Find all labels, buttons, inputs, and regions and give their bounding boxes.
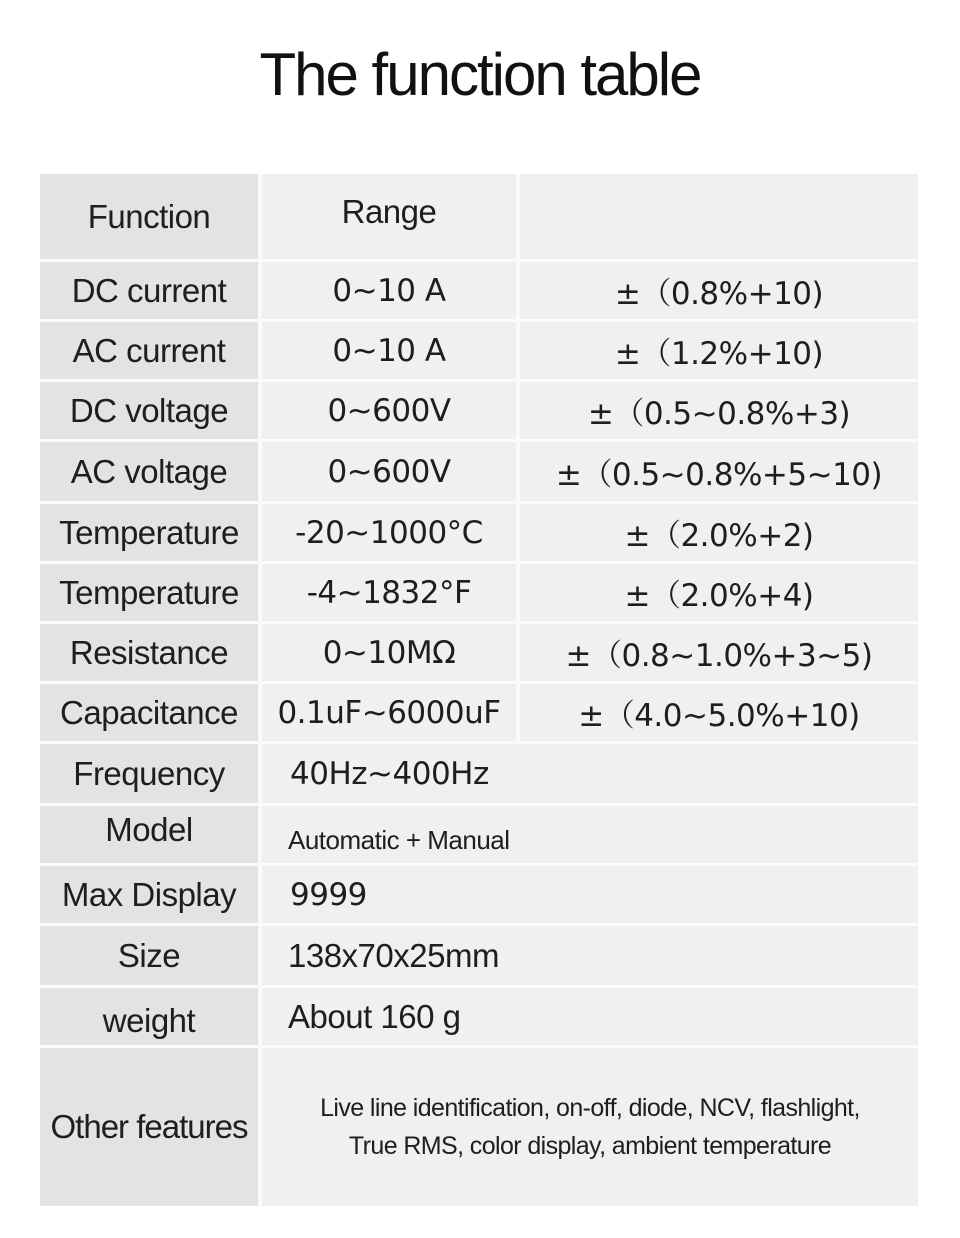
- table-row: [40, 262, 918, 322]
- features-text: [262, 1048, 918, 1206]
- row-accuracy: ±（0.5~0.8%+5~10): [555, 457, 883, 493]
- spec-row: [40, 866, 918, 926]
- row-range: 0~600V: [327, 392, 451, 429]
- row-function: DC current: [40, 262, 258, 319]
- spec-value: 40Hz~400Hz: [290, 755, 489, 792]
- row-function: Temperature: [40, 564, 258, 621]
- spec-row: [40, 988, 918, 1048]
- header-accuracy: [520, 174, 918, 259]
- row-function: AC current: [40, 322, 258, 379]
- row-function: Temperature: [40, 504, 258, 561]
- features-line-1: Live line identification, on-off, diode, NCV, flashlight,: [320, 1094, 860, 1122]
- table-row: [40, 564, 918, 624]
- row-range: -20~1000°C: [295, 514, 483, 551]
- row-range: 0.1uF~6000uF: [277, 694, 501, 731]
- row-range: -4~1832°F: [306, 574, 472, 611]
- table-row: [40, 382, 918, 442]
- row-range: 0~600V: [327, 453, 451, 490]
- spec-label: Size: [40, 926, 258, 985]
- table-row: [40, 322, 918, 382]
- header-range: Range: [341, 192, 437, 230]
- spec-row: [40, 744, 918, 806]
- spec-row: [40, 806, 918, 866]
- page-title: The function table: [259, 41, 701, 108]
- features-line-2: True RMS, color display, ambient temperature: [348, 1132, 832, 1160]
- features-label: Other features: [40, 1048, 258, 1206]
- row-accuracy: ±（0.8%+10): [614, 276, 824, 312]
- row-function: DC voltage: [40, 382, 258, 439]
- row-accuracy: ±（2.0%+2): [624, 518, 814, 554]
- spec-label: Max Display: [40, 866, 258, 923]
- table-header-row: [40, 174, 918, 262]
- row-function: AC voltage: [40, 442, 258, 501]
- table-row: [40, 442, 918, 504]
- row-range: 0~10 A: [332, 272, 446, 309]
- function-table: [40, 174, 918, 1206]
- row-accuracy: ±（2.0%+4): [624, 578, 814, 614]
- spec-value: 9999: [290, 876, 367, 913]
- features-row: [40, 1048, 918, 1206]
- spec-value: About 160 g: [288, 997, 461, 1035]
- row-function: Capacitance: [40, 684, 258, 741]
- spec-row: [40, 926, 918, 988]
- row-function: Resistance: [40, 624, 258, 681]
- column-divider: [258, 174, 262, 1206]
- spec-label: Model: [40, 806, 258, 863]
- table-row: [40, 504, 918, 564]
- spec-value: Automatic + Manual: [288, 825, 510, 855]
- header-function: Function: [40, 174, 258, 259]
- table-row: [40, 624, 918, 684]
- row-accuracy: ±（0.5~0.8%+3): [587, 396, 851, 432]
- row-accuracy: ±（4.0~5.0%+10): [578, 698, 860, 734]
- row-accuracy: ±（1.2%+10): [614, 336, 824, 372]
- table-row: [40, 684, 918, 744]
- row-range: 0~10MΩ: [322, 634, 456, 671]
- spec-value: 138x70x25mm: [288, 936, 499, 974]
- column-divider: [516, 174, 520, 744]
- spec-label: weight: [40, 988, 258, 1045]
- row-range: 0~10 A: [332, 332, 446, 369]
- spec-label: Frequency: [40, 744, 258, 803]
- row-accuracy: ±（0.8~1.0%+3~5): [565, 638, 873, 674]
